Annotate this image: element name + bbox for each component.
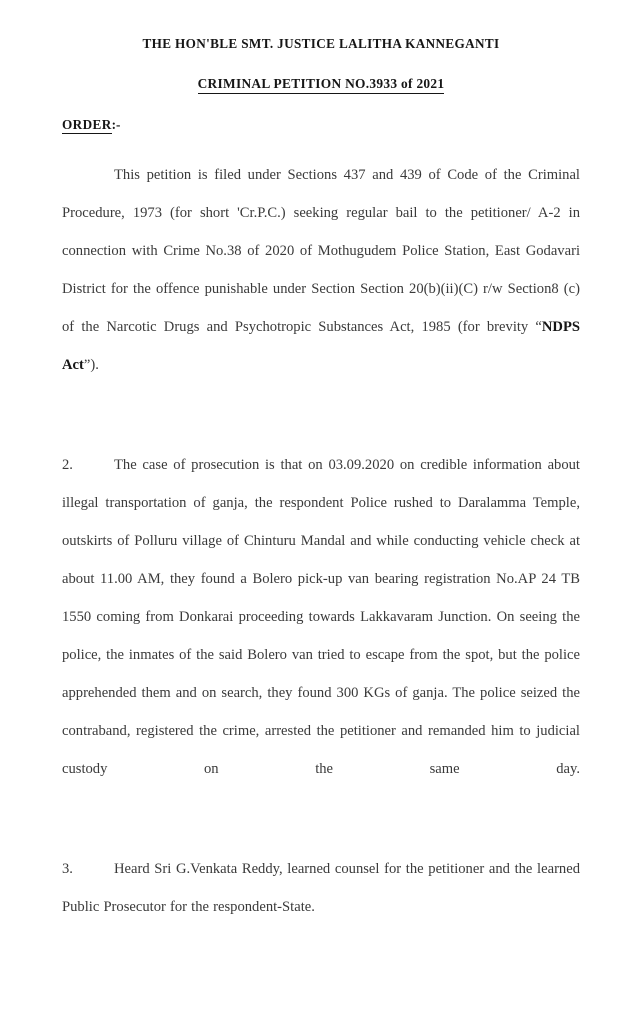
court-judge-heading: THE HON'BLE SMT. JUSTICE LALITHA KANNEGANTI — [142, 36, 500, 51]
order-label-tail: :- — [111, 116, 121, 132]
paragraph-2 — [62, 422, 580, 826]
case-number-heading — [62, 52, 580, 94]
paragraph-2-number: 2. — [62, 457, 73, 474]
paragraph-3 — [62, 826, 580, 926]
paragraph-2-text: The case of prosecution is that on 03.09.2020 on credible information about illegal transportation of ganja, the respondent Police rushed to Daralamma Temple, outskirts of Polluru village of Chinturu Mandal and while conducting vehicle check at about 11.00 AM, they found a Bolero pick-up van bearing registration No.AP 24 TB 1550 coming from Donkarai proceeding towards Lakkavaram Junction. On seeing the police, the inmates of the said Bolero van tried to escape from the spot, but the police apprehended them and on search, they found 300 KGs of ganja. The police seized the contraband, registered the crime, arrested the petitioner and remanded him to judicial custody on the same day. — [62, 457, 580, 778]
ndps-act-abbreviation: NDPS Act — [62, 319, 580, 374]
paragraph-1-text-before-bold: This petition is filed under Sections 437 and 439 of Code of the Criminal Procedure, 1973 (for short 'Cr.P.C.) seeking regular bail to the petitioner/ A-2 in connection with Crime No.38 of 2020 of Mothugudem Police Station, East Godavari District for the offence punishable under Section Section 20(b)(ii)(C) r/w Section8 (c) of the Narcotic Drugs and Psychotropic Substances Act, 1985 (for brevity “ — [62, 167, 580, 336]
paragraph-1-text-after-bold: ”). — [83, 357, 99, 374]
document-content — [62, 0, 580, 926]
case-number-heading-text: CRIMINAL PETITION NO.3933 of 2021 — [198, 76, 445, 94]
paragraph-3-number: 3. — [62, 861, 73, 878]
paragraph-1 — [62, 134, 580, 422]
paragraph-3-text: Heard Sri G.Venkata Reddy, learned counsel for the petitioner and the learned Public Prosecutor for the respondent-State. — [62, 861, 580, 916]
order-label: ORDER — [62, 116, 112, 132]
order-heading — [62, 94, 580, 134]
